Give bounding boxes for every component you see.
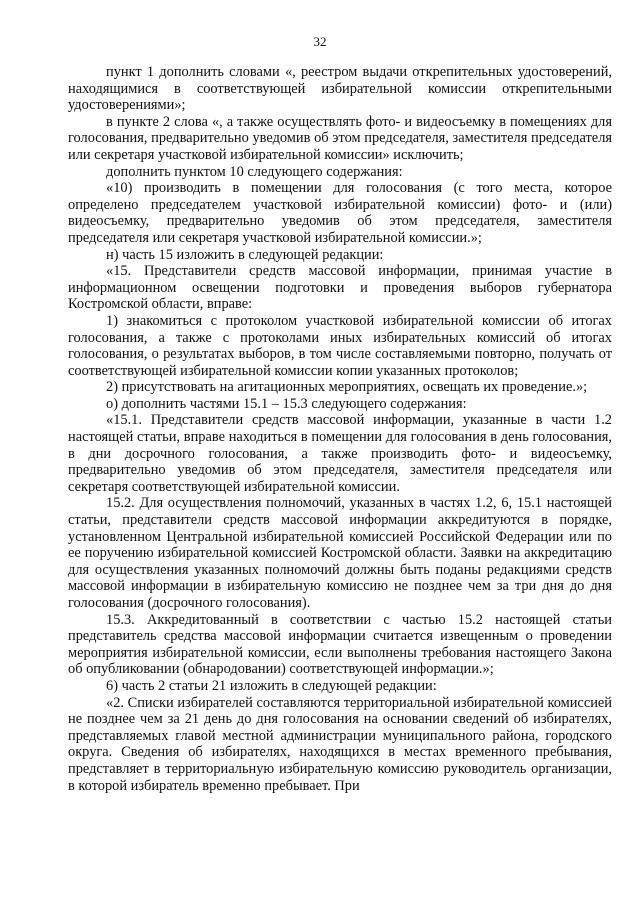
- paragraph: в пункте 2 слова «, а также осуществлять фото- и видеосъемку в помещениях для голосования, предварительно уведомив об этом председателя, заместителя председателя или секретаря участковой избирательной комиссии» исключить;: [68, 113, 612, 163]
- paragraph: «15.1. Представители средств массовой информации, указанные в части 1.2 настоящей статьи, вправе находиться в помещении для голосования в день голосования, в дни досрочного голосования, а также производить фото- и видеосъемку, предварительно уведомив об этом председателя, заместителя председателя или секретаря соответствующей избирательной комиссии.: [68, 412, 612, 495]
- paragraph: пункт 1 дополнить словами «, реестром выдачи открепительных удостоверений, находящимися в соответствующей избирательной комиссии открепительными удостоверениями»;: [68, 64, 612, 114]
- paragraph: «2. Списки избирателей составляются территориальной избирательной комиссией не позднее чем за 21 день до дня голосования на основании сведений об избирателях, представляемых главой местной администрации муниципального района, городского округа. Сведения об избирателях, находящихся в местах временного пребывания, представляет в территориальную избирательную комиссию руководитель организации, в которой избиратель временно пребывает. При: [68, 694, 612, 794]
- paragraph: 6) часть 2 статьи 21 изложить в следующей редакции:: [106, 677, 437, 694]
- paragraph: дополнить пунктом 10 следующего содержания:: [106, 163, 403, 180]
- page-number: 32: [313, 34, 327, 49]
- paragraph: 1) знакомиться с протоколом участковой избирательной комиссии об итогах голосования, а также с протоколами иных избирательных комиссий об итогах голосования, о результатах выборов, в том числе составляемыми повторно, получать от соответствующей избирательной комиссии копии указанных протоколов;: [68, 312, 612, 379]
- paragraph: о) дополнить частями 15.1 – 15.3 следующего содержания:: [106, 395, 467, 412]
- paragraph: 15.2. Для осуществления полномочий, указанных в частях 1.2, 6, 15.1 настоящей статьи, представители средств массовой информации аккредитуются в порядке, установленном Центральной избирательной комиссией Российской Федерации или по ее поручению избирательной комиссией Костромской области. Заявки на аккредитацию для осуществления указанных полномочий должны быть поданы редакциями средств массовой информации в избирательную комиссию не позднее чем за три дня до дня голосования (досрочного голосования).: [68, 495, 612, 611]
- paragraph: н) часть 15 изложить в следующей редакции:: [106, 246, 384, 263]
- paragraph: «10) производить в помещении для голосования (с того места, которое определено председателем участковой избирательной комиссии) фото- и (или) видеосъемку, предварительно уведомив об этом председателя, заместителя председателя или секретаря участковой избирательной комиссии.»;: [68, 180, 612, 246]
- paragraph: 2) присутствовать на агитационных мероприятиях, освещать их проведение.»;: [106, 379, 588, 396]
- paragraph: 15.3. Аккредитованный в соответствии с частью 15.2 настоящей статьи представитель средства массовой информации считается извещенным о проведении мероприятия избирательной комиссии, если выполнены требования настоящего Закона об опубликовании (обнародовании) соответствующей информации.»;: [68, 611, 612, 678]
- document-body: [68, 64, 612, 794]
- paragraph: «15. Представители средств массовой информации, принимая участие в информационном освещении подготовки и проведения выборов губернатора Костромской области, вправе:: [68, 263, 612, 313]
